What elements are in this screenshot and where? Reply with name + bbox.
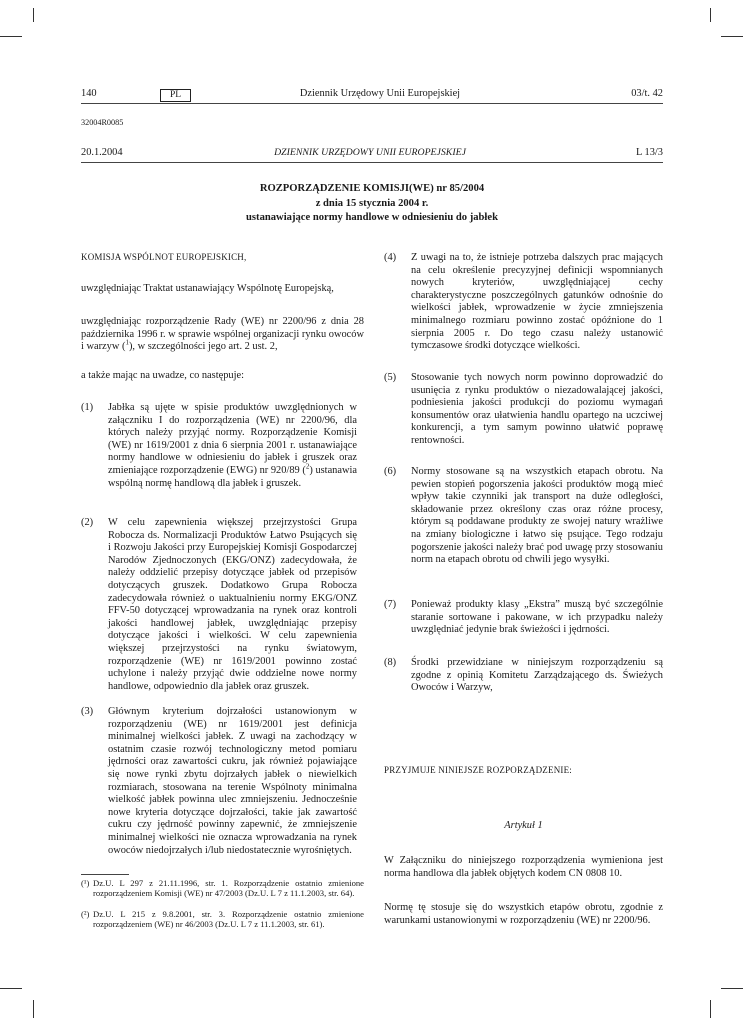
article-paragraph: Normę tę stosuje się do wszystkich etapów obrotu, zgodnie z warunkami ustanowionymi w rozporządzeniu (WE) nr 2200/96.	[384, 902, 663, 926]
recital-text: Z uwagi na to, że istnieje potrzeba dalszych prac mających na celu określenie precyzyjnej definicji wspomnianych nowych kryteriów, uwzględniającej cechy charakterystyczne poszczególnych gatunków odnośnie do wielkości jabłek, wprowadzenie w życie zmniejszenia minimalnego rozmiaru powinno zostać opóźnione do 1 sierpnia 2005 r. Do tego czasu należy ustanowić tymczasowe środki dotyczące wielkości.	[411, 252, 663, 352]
oj-date: 20.1.2004	[81, 147, 123, 158]
footnote-mark: (²)	[81, 909, 90, 919]
footnote	[81, 909, 364, 941]
crop-mark	[721, 36, 743, 37]
preamble-regulation: uwzględniając rozporządzenie Rady (WE) nr 2200/96 z dnia 28 października 1996 r. w sprawie wspólnej organizacji rynku owoców i warzyw ($^1$), w szczególności jego art. 2 ust. 2,	[81, 316, 364, 353]
recital	[384, 657, 663, 702]
crop-mark	[721, 988, 743, 989]
title-line-1: ROZPORZĄDZENIE KOMISJI(WE) nr 85/2004	[259, 183, 485, 194]
recital-text: Jabłka są ujęte w spisie produktów uwzględnionych w załączniku I do rozporządzenia (WE) nr 2200/96, dla których należy przyjąć normy. Rozporządzenie Komisji (WE) nr 1619/2001 z dnia 6 sierpnia 2001 r. ustanawiające normy handlowe w odniesieniu do jabłek i gruszek oraz zmieniające rozporządzenie (EWG) nr 920/89 ($^2$) ustanawia wspólną normę handlową dla jabłek i gruszek.	[108, 402, 357, 489]
recital	[81, 517, 357, 697]
recital	[81, 402, 357, 502]
recital	[384, 599, 663, 644]
recital-text: Głównym kryterium dojrzałości ustanowionym w rozporządzeniu (WE) nr 1619/2001 jest definicja minimalnej wielkości jabłek. Z uwagi na zachodzący w ostatnim czasie rozwój technologiczny metod pomiaru jędrności oraz zawartości cukru, jak również pojawiające się nowe rynki zbytu dojrzałych jabłek o niewielkich rozmiarach, stosowana na terenie Wspólnoty minimalna wielkość jabłek powinna ulec zmniejszeniu. Jednocześnie nowe kryteria dotyczące dojrzałości, takie jak zawartość cukru czy jędrność powinny zapewnić, że zmniejszenie minimalnej wielkości nie oznacza wprowadzania na rynek owoców niedojrzałych i/lub niedostatecznie wyrośniętych.	[108, 706, 357, 856]
page-number: 140	[81, 88, 97, 99]
recital	[384, 372, 663, 452]
footnote-mark: (¹)	[81, 878, 90, 888]
header-rule	[81, 103, 663, 104]
recital-number: (6)	[384, 466, 397, 477]
preamble-treaty: uwzględniając Traktat ustanawiający Wspólnotę Europejską,	[81, 283, 334, 294]
recital-text: Środki przewidziane w niniejszym rozporządzeniu są zgodne z opinią Komitetu Zarządzającego ds. Świeżych Owoców i Warzyw,	[411, 657, 663, 694]
footnote-text: Dz.U. L 215 z 9.8.2001, str. 3. Rozporządzenie ostatnio zmienione rozporządzeniem (WE) nr 46/2003 (Dz.U. L 7 z 11.1.2003, str. 61).	[93, 909, 364, 930]
recital-number: (2)	[81, 517, 94, 528]
recital-text: Normy stosowane są na wszystkich etapach obrotu. Na pewien stopień pogorszenia jakości produktów mogą mieć wpływ takie czynniki jak transport na duże odległości, składowanie przez określony czas oraz różne procesy, którym są poddawane produkty ze swojej natury wrażliwe na zmiany biologiczne i łatwo się psujące. Tego rodzaju pogorszenie jakości należy brać pod uwagę przy stosowaniu norm na etapach obrotu od chwili jego wysyłki.	[411, 466, 663, 566]
preamble-whereas: a także mając na uwadze, co następuje:	[81, 370, 244, 381]
crop-mark	[710, 1000, 711, 1018]
enacting-formula: PRZYJMUJE NINIEJSZE ROZPORZĄDZENIE:	[384, 765, 572, 775]
regulation-title	[81, 182, 663, 226]
recital-text: Stosowanie tych nowych norm powinno doprowadzić do usunięcia z rynku produktów o niezadowalającej jakości, podniesienia jakości produkcji do poziomu wymagań konsumentów oraz ułatwienia handlu opartego na uczciwej konkurencji, a tym samym powinno ułatwić poprawę rentowności.	[411, 372, 663, 446]
recital-number: (8)	[384, 657, 397, 668]
footnote	[81, 878, 364, 910]
recital-number: (5)	[384, 372, 397, 383]
recital-number: (4)	[384, 252, 397, 263]
oj-header-rule	[81, 162, 663, 163]
crop-mark	[33, 1000, 34, 1018]
crop-mark	[0, 36, 22, 37]
oj-journal: DZIENNIK URZĘDOWY UNII EUROPEJSKIEJ	[274, 147, 466, 158]
footnote-text: Dz.U. L 297 z 21.11.1996, str. 1. Rozporządzenie ostatnio zmienione rozporządzeniem Komisji (WE) nr 47/2003 (Dz.U. L 7 z 11.1.2003, str. 64).	[93, 878, 364, 899]
oj-page-ref: L 13/3	[635, 147, 663, 158]
article-heading: Artykuł 1	[504, 820, 543, 831]
recital	[384, 252, 663, 352]
recital-number: (7)	[384, 599, 397, 610]
article-paragraph: W Załączniku do niniejszego rozporządzenia wymieniona jest norma handlowa dla jabłek objętych kodem CN 0808 10.	[384, 855, 663, 879]
recital	[81, 706, 357, 866]
volume-ref: 03/t. 42	[631, 88, 663, 99]
crop-mark	[33, 8, 34, 22]
footnote-rule	[81, 874, 129, 875]
recital-number: (3)	[81, 706, 94, 717]
commission-heading: KOMISJA WSPÓLNOT EUROPEJSKICH,	[81, 252, 247, 262]
crop-mark	[710, 8, 711, 22]
recital	[384, 466, 663, 576]
recital-text: Ponieważ produkty klasy „Ekstra” muszą być szczególnie staranie sortowane i pakowane, w ich przypadku należy uwzględniać jedynie brak świeżości i jędrności.	[411, 599, 663, 636]
recital-number: (1)	[81, 402, 94, 413]
language-code-box: PL	[160, 89, 191, 102]
recital-text: W celu zapewnienia większej przejrzystości Grupa Robocza ds. Normalizacji Produktów Łatwo Psujących się i Rozwoju Jakości przy Europejskiej Komisji Gospodarczej Narodów Zjednoczonych (EKG/ONZ) zadecydowała, że należy oddzielić przepisy dotyczące jabłek od przepisów dotyczących gruszek. Dodatkowo Grupa Robocza zadecydowała również o uaktualnieniu normy EKG/ONZ FFV-50 dotyczącej wprowadzania na rynek oraz kontroli jakości handlowej jabłek, uwzględniając przepisy dotyczące jakości i wielkości. W celu zapewnienia większej przejrzystości na rynku światowym, rozporządzenie (WE) nr 1619/2001 powinno zostać uchylone i należy przyjąć dwie oddzielne nowe normy handlowe, odpowiednio dla jabłek oraz gruszek.	[108, 517, 357, 692]
celex-number: 32004R0085	[81, 118, 124, 127]
title-line-2: z dnia 15 stycznia 2004 r.	[315, 197, 429, 209]
title-line-3: ustanawiające normy handlowe w odniesieniu do jabłek	[246, 212, 498, 223]
journal-name: Dziennik Urzędowy Unii Europejskiej	[299, 88, 461, 99]
crop-mark	[0, 988, 22, 989]
